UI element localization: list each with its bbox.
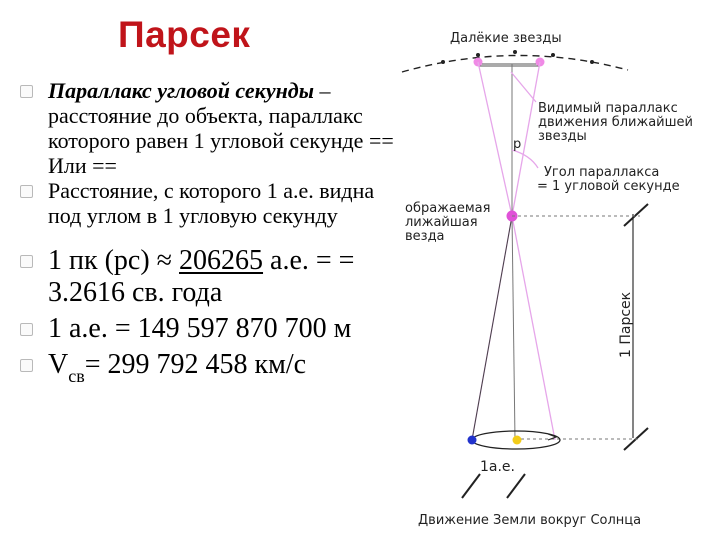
au-label: 1а.е. <box>480 459 515 475</box>
nearby-star-line2: лижайшая <box>405 215 478 230</box>
earth-to-star-line <box>472 216 512 440</box>
sight-line-earth-right <box>512 216 555 440</box>
visible-parallax-line3: звезды <box>538 129 587 144</box>
definition-text: – расстояние до объекта, параллакс которого равен 1 угловой секунде == Или == <box>48 78 394 178</box>
distance-text: Расстояние, с которого 1 а.е. видна под углом в 1 угловую секунду <box>48 178 375 228</box>
speed-value: = 299 792 458 км/с <box>84 349 307 380</box>
earth-motion-label: Движение Земли вокруг Солнца <box>418 513 642 528</box>
background-stars <box>441 50 594 64</box>
visible-parallax-line2: движения ближайшей <box>538 115 693 130</box>
au-meters-text: 1 а.е. = 149 597 870 700 м <box>48 313 352 344</box>
parallax-angle-line2: = 1 угловой секунде <box>537 179 680 194</box>
parallax-p-label: p <box>513 137 522 152</box>
sun <box>513 436 522 445</box>
nearby-star-line3: везда <box>405 229 445 244</box>
sight-line-left <box>478 62 512 216</box>
distant-stars-label: Далёкие звезды <box>450 31 562 46</box>
speed-subscript: св <box>68 366 85 386</box>
term-text: Параллакс угловой секунды <box>48 78 314 103</box>
earth <box>468 436 477 445</box>
visible-parallax-line1: Видимый параллакс <box>538 101 678 116</box>
page-title: Парсек <box>118 14 251 55</box>
parsec-prefix: 1 пк (pc) ≈ <box>48 245 180 276</box>
parsec-tick-top <box>624 204 648 226</box>
center-line-lower <box>512 216 515 440</box>
parsec-suffix: а.е. = = 3.2616 св. года <box>48 245 355 308</box>
speed-symbol: V <box>48 349 69 380</box>
nearby-star-line1: ображаемая <box>405 201 491 216</box>
parsec-au-value: 206265 <box>179 245 264 276</box>
au-tick-left <box>462 474 480 498</box>
au-tick-right <box>507 474 525 498</box>
parallax-angle-line1: Угол параллакса <box>544 165 660 180</box>
parsec-label: 1 Парсек <box>618 291 634 358</box>
